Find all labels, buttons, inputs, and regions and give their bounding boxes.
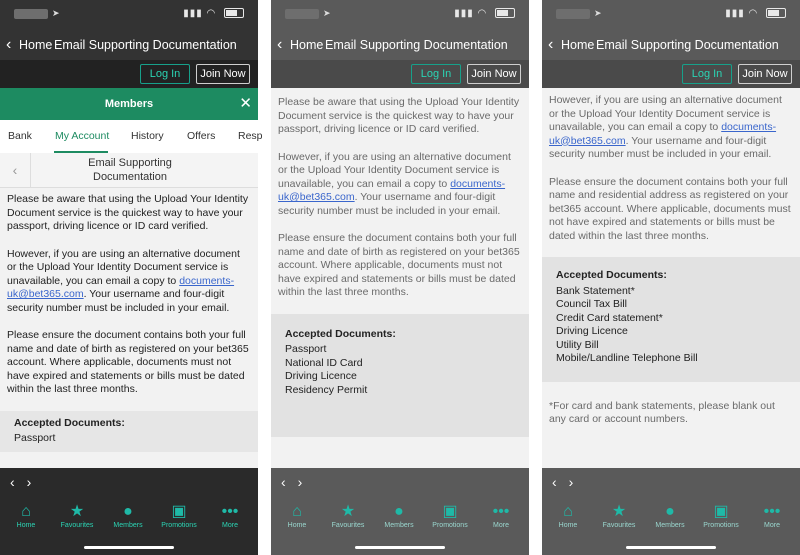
nav-members[interactable]: ● Members (645, 502, 695, 529)
pager-arrows (10, 474, 43, 490)
page-title: Email Supporting Documentation (596, 38, 779, 52)
requirements-paragraph: Please ensure the document contains both your full name and residential address as registered on your bet365 account. Where applicable, documents must not have expired and statements or bills must be dated within the last three months. (549, 175, 791, 242)
list-item: National ID Card (285, 356, 363, 369)
status-bar (542, 0, 800, 30)
nav-favourites[interactable]: ★ Favourites (594, 502, 644, 529)
location-icon: ➤ (52, 8, 60, 18)
members-title: Members (104, 98, 154, 110)
list-item: Credit Card statement* (556, 311, 663, 324)
list-item: Council Tax Bill (556, 298, 628, 310)
star-icon: ★ (340, 503, 356, 520)
accepted-documents (542, 257, 800, 382)
battery-icon (495, 8, 515, 18)
accepted-title: Accepted Documents: (556, 269, 667, 281)
back-button[interactable]: Home (290, 38, 324, 52)
members-bar (0, 88, 258, 120)
star-icon: ★ (69, 503, 85, 520)
app-header (271, 0, 529, 60)
list-item: Mobile/Landline Telephone Bill (556, 352, 698, 364)
star-icon: ★ (611, 503, 627, 520)
login-bar (271, 60, 529, 88)
bottom-nav (0, 468, 258, 555)
more-icon: ••• (763, 503, 781, 520)
login-button[interactable]: Log In (682, 64, 732, 84)
join-button[interactable]: Join Now (467, 64, 521, 84)
nav-row (542, 34, 800, 56)
section-title-line1: Email Supporting (88, 157, 172, 169)
pager-arrows (552, 474, 585, 490)
phone-screen-3 (542, 0, 800, 555)
join-button[interactable]: Join Now (738, 64, 792, 84)
tab-bank[interactable]: Bank (8, 130, 32, 142)
list-item: Residency Permit (285, 383, 368, 396)
phone-screen-2 (271, 0, 529, 555)
login-button[interactable]: Log In (411, 64, 461, 84)
wifi-icon: ◠ (477, 8, 488, 19)
tab-my-account[interactable]: My Account (55, 130, 110, 142)
nav-home[interactable]: ⌂ Home (272, 502, 322, 529)
location-icon: ➤ (323, 8, 331, 18)
chevron-left-icon[interactable]: ‹ (281, 474, 298, 490)
intro-paragraph: Please be aware that using the Upload Your Identity Document service is the quickest way to have your passport, driving licence or ID card verified. (7, 193, 249, 232)
person-icon: ● (123, 503, 133, 520)
nav-more[interactable]: ••• More (747, 502, 797, 529)
alternative-paragraph: However, if you are using an alternative document or the Upload Your Identity Document service is unavailable, you can email a copy to documents-uk@bet365.com. Your username and four-digit security number must be included in your email. (549, 94, 782, 160)
status-icons (454, 8, 515, 19)
login-bar (542, 60, 800, 88)
wifi-icon: ◠ (206, 8, 217, 19)
person-icon: ● (394, 503, 404, 520)
nav-more[interactable]: ••• More (476, 502, 526, 529)
accepted-title: Accepted Documents: (14, 416, 125, 429)
pager-arrows (281, 474, 314, 490)
nav-home[interactable]: ⌂ Home (1, 502, 51, 529)
nav-row (0, 34, 258, 56)
document-content (542, 88, 800, 468)
signal-icon: ▮▮▮ (183, 8, 203, 19)
document-content (0, 193, 258, 466)
status-time (556, 9, 590, 19)
nav-row (271, 34, 529, 56)
section-title-line2: Documentation (93, 171, 167, 183)
nav-favourites[interactable]: ★ Favourites (52, 502, 102, 529)
battery-icon (224, 8, 244, 18)
back-button[interactable]: Home (19, 38, 53, 52)
nav-home[interactable]: ⌂ Home (543, 502, 593, 529)
nav-promotions[interactable]: ▣ Promotions (154, 502, 204, 529)
more-icon: ••• (492, 503, 510, 520)
home-icon: ⌂ (563, 503, 573, 520)
tab-responsible[interactable]: Resp (238, 130, 263, 142)
join-button[interactable]: Join Now (196, 64, 250, 84)
email-link[interactable]: documents-uk@bet365.com (549, 121, 777, 147)
document-content (271, 88, 529, 468)
list-item: Passport (285, 343, 327, 355)
list-item: Utility Bill (556, 338, 599, 351)
more-icon: ••• (221, 503, 239, 520)
login-bar (0, 60, 258, 88)
nav-members[interactable]: ● Members (103, 502, 153, 529)
intro-paragraph: Please be aware that using the Upload Your Identity Document service is the quickest way to have your passport, driving licence or ID card verified. (278, 96, 520, 135)
home-indicator (84, 546, 174, 549)
chevron-right-icon[interactable]: › (568, 474, 586, 490)
list-item: Driving Licence (285, 370, 357, 382)
accepted-title: Accepted Documents: (285, 327, 396, 340)
app-header (542, 0, 800, 60)
accepted-documents (0, 411, 258, 452)
home-icon: ⌂ (21, 503, 31, 520)
chevron-left-icon[interactable]: ‹ (0, 153, 31, 187)
chevron-right-icon[interactable]: › (297, 474, 315, 490)
email-link[interactable]: documents-uk@bet365.com (7, 274, 235, 300)
page-title: Email Supporting Documentation (325, 38, 508, 52)
accepted-documents (271, 314, 529, 438)
alternative-paragraph: However, if you are using an alternative document or the Upload Your Identity Document service is unavailable, you can email a copy to documents-uk@bet365.com. Your username and four-digit security number must be included in your email. (7, 247, 240, 314)
home-indicator (626, 546, 716, 549)
home-indicator (355, 546, 445, 549)
phone-screen-1 (0, 0, 263, 555)
section-title (30, 156, 230, 184)
nav-favourites[interactable]: ★ Favourites (323, 502, 373, 529)
app-header (0, 0, 258, 60)
status-bar (0, 0, 258, 30)
status-time (285, 9, 319, 19)
requirements-paragraph: Please ensure the document contains both your full name and date of birth as registered on your bet365 account. Where applicable, documents must not have expired and statements or bills must be dated within the last three months. (7, 329, 249, 395)
battery-icon (766, 8, 786, 18)
back-button[interactable]: Home (561, 38, 595, 52)
section-header (0, 153, 258, 188)
tab-offers[interactable]: Offers (187, 130, 216, 142)
list-item: Driving Licence (556, 325, 628, 337)
status-bar (271, 0, 529, 30)
requirements-paragraph: Please ensure the document contains both your full name and date of birth as registered on your bet365 account. Where applicable, documents must not have expired and statements or bills must be dated within the last three months. (278, 232, 520, 298)
nav-items (271, 502, 529, 542)
nav-items (542, 502, 800, 542)
gift-icon: ▣ (171, 503, 187, 520)
nav-members[interactable]: ● Members (374, 502, 424, 529)
email-link[interactable]: documents-uk@bet365.com (278, 177, 506, 203)
signal-icon: ▮▮▮ (725, 8, 745, 19)
close-icon[interactable]: ✕ (239, 95, 252, 112)
list-item: Bank Statement* (556, 284, 635, 297)
chevron-left-icon[interactable]: ‹ (548, 36, 554, 53)
tab-history[interactable]: History (131, 130, 164, 142)
status-icons (183, 8, 244, 19)
bottom-nav (542, 468, 800, 555)
bottom-nav (271, 468, 529, 555)
home-icon: ⌂ (292, 503, 302, 520)
chevron-left-icon[interactable]: ‹ (6, 36, 12, 53)
nav-more[interactable]: ••• More (205, 502, 255, 529)
location-icon: ➤ (594, 8, 602, 18)
nav-items (0, 502, 258, 542)
nav-promotions[interactable]: ▣ Promotions (696, 502, 746, 529)
footnote: *For card and bank statements, please blank out any card or account numbers. (549, 399, 775, 425)
nav-promotions[interactable]: ▣ Promotions (425, 502, 475, 529)
chevron-right-icon[interactable]: › (26, 474, 44, 490)
status-time (14, 9, 48, 19)
login-button[interactable]: Log In (140, 64, 190, 84)
chevron-left-icon[interactable]: ‹ (277, 36, 283, 53)
person-icon: ● (665, 503, 675, 520)
list-item: Passport (14, 432, 56, 444)
wifi-icon: ◠ (748, 8, 759, 19)
gift-icon: ▣ (442, 503, 458, 520)
page-title: Email Supporting Documentation (54, 38, 237, 52)
account-tabs (0, 120, 263, 154)
chevron-left-icon[interactable]: ‹ (10, 474, 27, 490)
gift-icon: ▣ (713, 503, 729, 520)
chevron-left-icon[interactable]: ‹ (552, 474, 569, 490)
signal-icon: ▮▮▮ (454, 8, 474, 19)
alternative-paragraph: However, if you are using an alternative document or the Upload Your Identity Document service is unavailable, you can email a copy to documents-uk@bet365.com. Your username and four-digit security number must be included in your email. (278, 150, 511, 217)
status-icons (725, 8, 786, 19)
